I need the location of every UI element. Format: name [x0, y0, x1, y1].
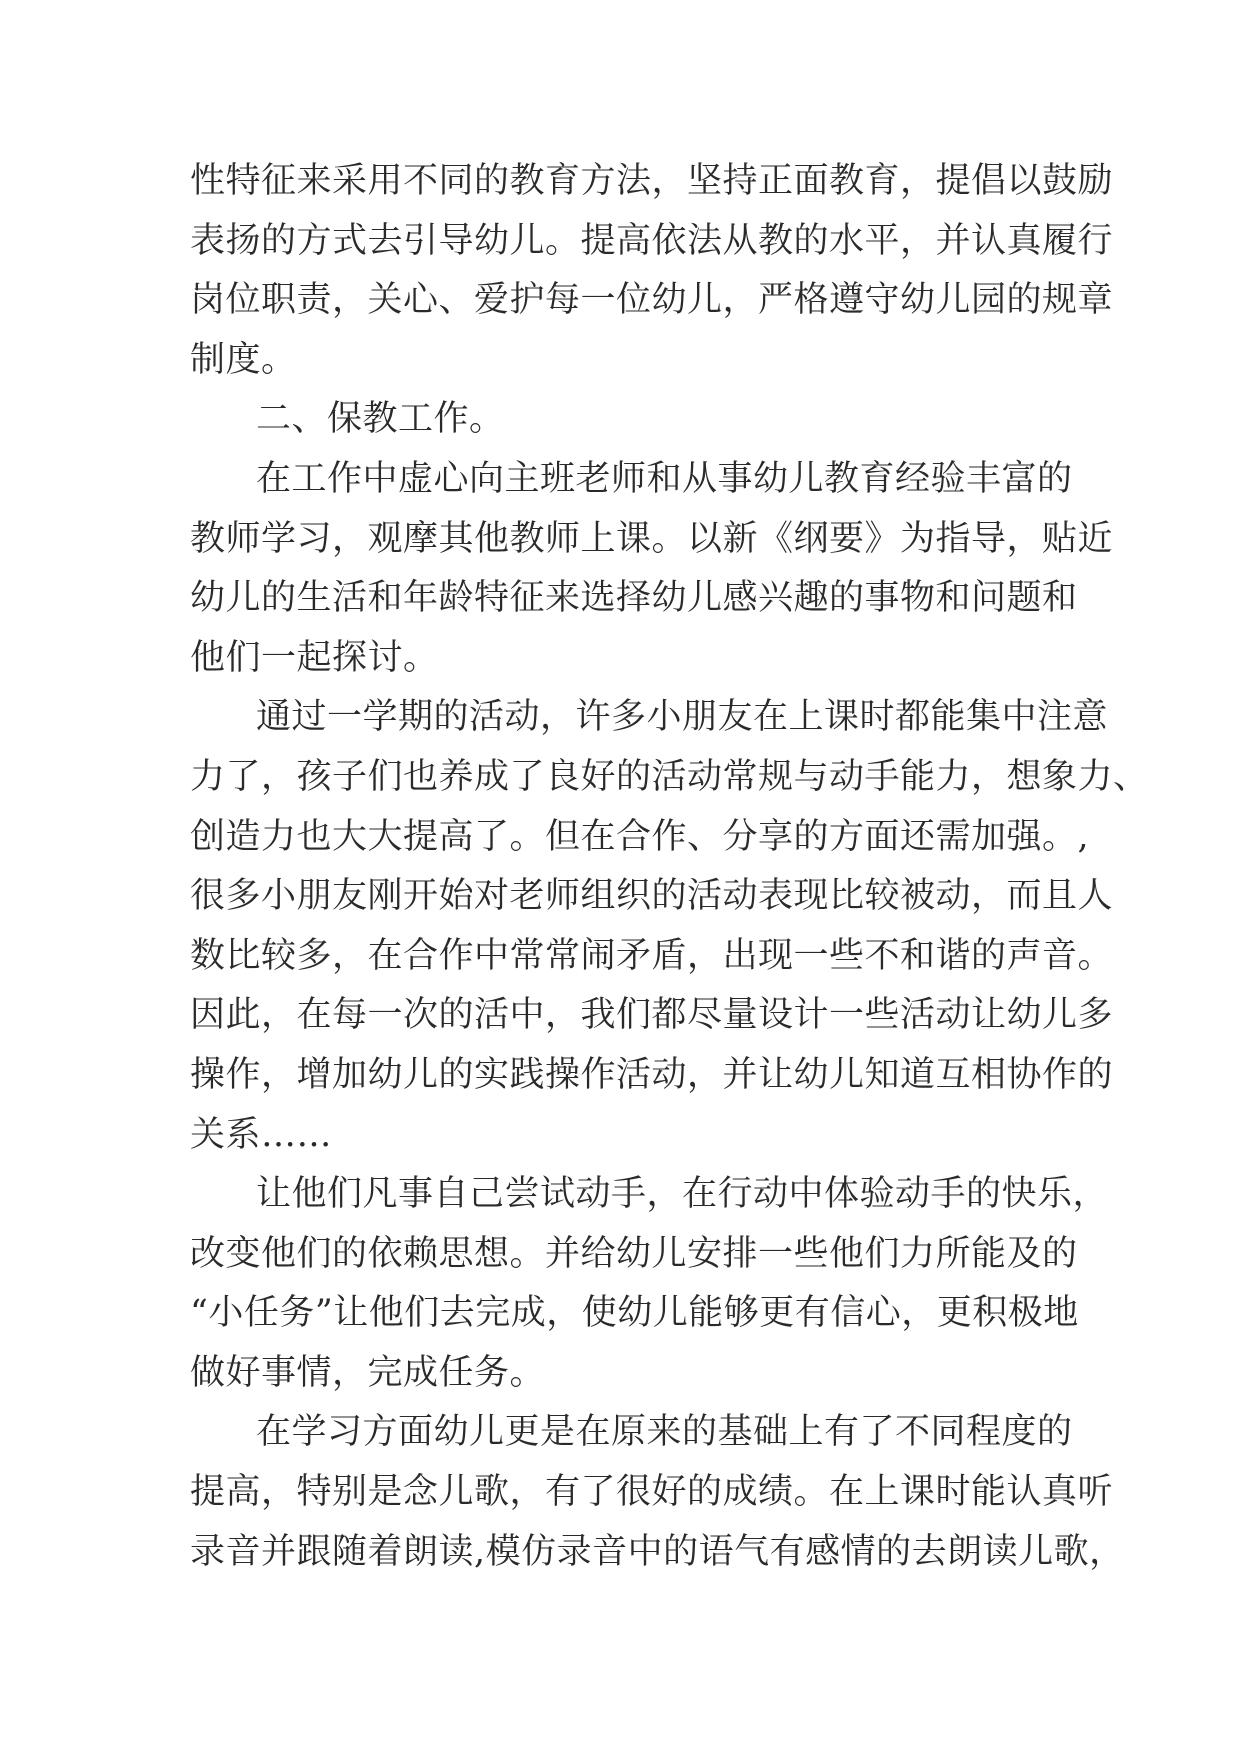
text-line: 提高，特别是念儿歌，有了很好的成绩。在上课时能认真听: [190, 1472, 1114, 1513]
text-line: 数比较多，在合作中常常闹矛盾，出现一些不和谐的声音。: [190, 935, 1114, 976]
text-line: 岗位职责，关心、爱护每一位幼儿，严格遵守幼儿园的规章: [190, 280, 1114, 321]
text-line: 通过一学期的活动，许多小朋友在上课时都能集中注意: [256, 697, 1109, 738]
text-line: 操作，增加幼儿的实践操作活动，并让幼儿知道互相协作的: [190, 1054, 1114, 1095]
text-line: 幼儿的生活和年龄特征来选择幼儿感兴趣的事物和问题和: [190, 578, 1078, 619]
text-line: 性特征来采用不同的教育方法，坚持正面教育，提倡以鼓励: [190, 161, 1114, 201]
text-line: 录音并跟随着朗读,模仿录音中的语气有感情的去朗读儿歌，: [190, 1531, 1125, 1572]
text-line: 关系……: [190, 1114, 333, 1155]
text-line: 让他们凡事自己尝试动手，在行动中体验动手的快乐，: [256, 1174, 1109, 1215]
text-line: 力了，孩子们也养成了良好的活动常规与动手能力，想象力、: [190, 756, 1149, 797]
text-line: 做好事情，完成任务。: [190, 1352, 546, 1393]
text-line: 表扬的方式去引导幼儿。提高依法从教的水平，并认真履行: [190, 220, 1114, 261]
text-line: 他们一起探讨。: [190, 637, 439, 678]
text-line: 很多小朋友刚开始对老师组织的活动表现比较被动，而且人: [190, 876, 1114, 917]
text-line: 在工作中虚心向主班老师和从事幼儿教育经验丰富的: [256, 458, 1073, 499]
text-line: “小任务”让他们去完成，使幼儿能够更有信心，更积极地: [190, 1293, 1079, 1334]
section-heading: 二、保教工作。: [256, 399, 505, 440]
text-line: 因此，在每一次的活中，我们都尽量设计一些活动让幼儿多: [190, 995, 1114, 1036]
text-line: 教师学习，观摩其他教师上课。以新《纲要》为指导，贴近: [190, 518, 1114, 559]
text-line: 创造力也大大提高了。但在合作、分享的方面还需加强。,: [190, 816, 1090, 857]
text-line: 在学习方面幼儿更是在原来的基础上有了不同程度的: [256, 1412, 1073, 1453]
text-line: 改变他们的依赖思想。并给幼儿安排一些他们力所能及的: [190, 1233, 1078, 1274]
text-line: 制度。: [190, 339, 297, 380]
document-body: [190, 152, 1149, 1582]
